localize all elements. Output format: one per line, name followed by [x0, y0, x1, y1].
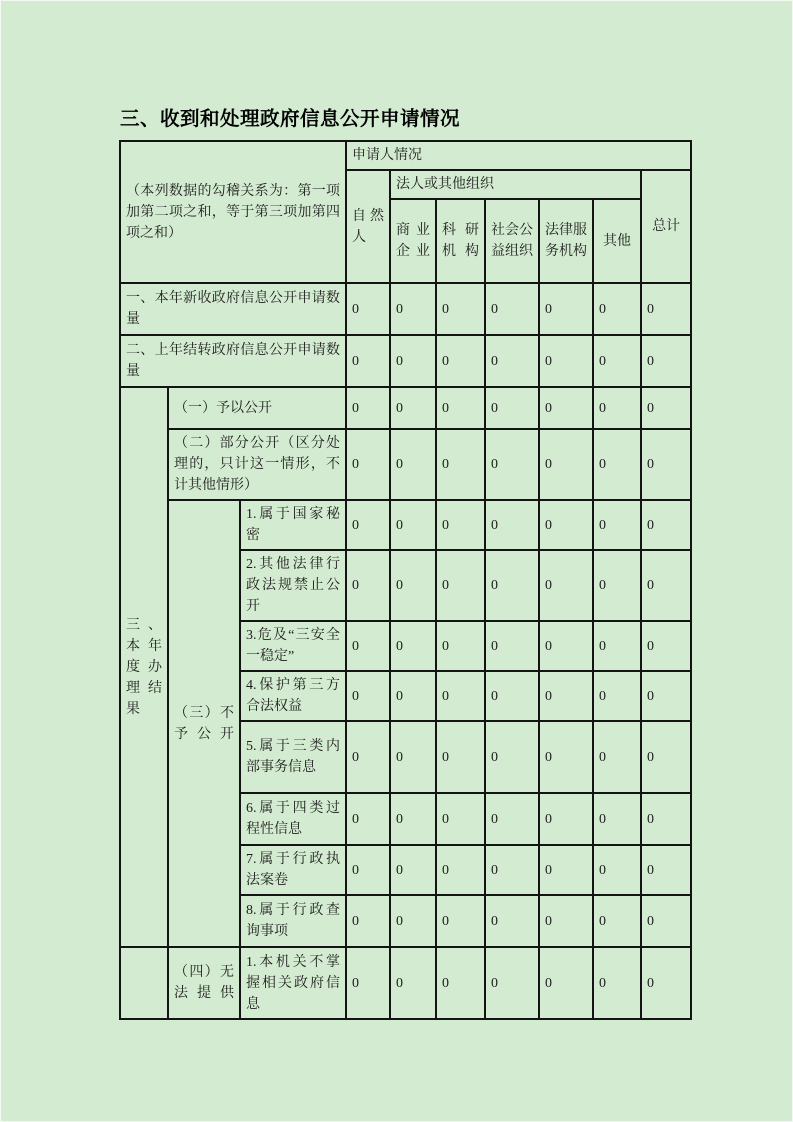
value-cell: 0 [485, 283, 539, 335]
value-cell: 0 [485, 387, 539, 429]
value-cell: 0 [593, 947, 641, 1019]
value-cell: 0 [641, 845, 691, 895]
value-cell: 0 [346, 500, 390, 550]
corner-note: （本列数据的勾稽关系为：第一项加第二项之和，等于第三项加第四项之和） [120, 141, 346, 283]
value-cell: 0 [390, 895, 436, 947]
value-cell: 0 [436, 387, 485, 429]
value-cell: 0 [641, 671, 691, 721]
value-cell: 0 [539, 283, 593, 335]
value-cell: 0 [539, 721, 593, 793]
value-cell: 0 [539, 947, 593, 1019]
value-cell: 0 [390, 793, 436, 845]
value-cell: 0 [485, 500, 539, 550]
value-cell: 0 [346, 621, 390, 671]
value-cell: 0 [436, 845, 485, 895]
value-cell: 0 [539, 500, 593, 550]
row-label: 3.危及“三安全一稳定” [240, 621, 346, 671]
value-cell: 0 [539, 429, 593, 500]
header-org-type-welfare: 社会公益组织 [485, 199, 539, 283]
value-cell: 0 [641, 721, 691, 793]
row-label: 5.属于三类内部事务信息 [240, 721, 346, 793]
value-cell: 0 [539, 335, 593, 387]
value-cell: 0 [539, 387, 593, 429]
row-label: 1.本机关不掌握相关政府信息 [240, 947, 346, 1019]
value-cell: 0 [641, 550, 691, 621]
value-cell: 0 [641, 895, 691, 947]
value-cell: 0 [436, 895, 485, 947]
row-label: 7.属于行政执法案卷 [240, 845, 346, 895]
value-cell: 0 [485, 947, 539, 1019]
header-org-type-other: 其他 [593, 199, 641, 283]
value-cell: 0 [593, 671, 641, 721]
value-cell: 0 [346, 429, 390, 500]
header-natural-person: 自然人 [346, 170, 390, 283]
value-cell: 0 [593, 500, 641, 550]
value-cell: 0 [346, 387, 390, 429]
disclosure-requests-table [119, 140, 692, 1020]
value-cell: 0 [436, 793, 485, 845]
value-cell: 0 [485, 335, 539, 387]
value-cell: 0 [641, 429, 691, 500]
value-cell: 0 [346, 845, 390, 895]
value-cell: 0 [539, 845, 593, 895]
row-label: 1.属于国家秘密 [240, 500, 346, 550]
value-cell: 0 [641, 793, 691, 845]
header-applicant-group: 申请人情况 [346, 141, 691, 170]
value-cell: 0 [436, 429, 485, 500]
value-cell: 0 [346, 550, 390, 621]
value-cell: 0 [593, 335, 641, 387]
value-cell: 0 [593, 721, 641, 793]
value-cell: 0 [390, 845, 436, 895]
table-row [120, 429, 691, 500]
table-row [120, 283, 691, 335]
value-cell: 0 [436, 947, 485, 1019]
value-cell: 0 [485, 550, 539, 621]
value-cell: 0 [390, 335, 436, 387]
value-cell: 0 [436, 721, 485, 793]
value-cell: 0 [641, 500, 691, 550]
header-total: 总计 [641, 170, 691, 283]
value-cell: 0 [593, 429, 641, 500]
value-cell: 0 [390, 387, 436, 429]
value-cell: 0 [390, 500, 436, 550]
value-cell: 0 [436, 671, 485, 721]
value-cell: 0 [539, 550, 593, 621]
row-label: （二）部分公开（区分处理的，只计这一情形，不计其他情形） [168, 429, 346, 500]
value-cell: 0 [593, 387, 641, 429]
section3-label: 三、本年度办理结果 [120, 387, 168, 947]
value-cell: 0 [346, 721, 390, 793]
value-cell: 0 [641, 283, 691, 335]
header-org-type-business: 商业企业 [390, 199, 436, 283]
value-cell: 0 [390, 550, 436, 621]
value-cell: 0 [436, 500, 485, 550]
value-cell: 0 [346, 793, 390, 845]
header-org-type-research: 科研机构 [436, 199, 485, 283]
value-cell: 0 [485, 671, 539, 721]
row-label: 二、上年结转政府信息公开申请数量 [120, 335, 346, 387]
value-cell: 0 [593, 845, 641, 895]
value-cell: 0 [346, 335, 390, 387]
value-cell: 0 [485, 895, 539, 947]
value-cell: 0 [641, 387, 691, 429]
value-cell: 0 [539, 793, 593, 845]
table-row [120, 335, 691, 387]
table-row [120, 500, 691, 550]
value-cell: 0 [390, 947, 436, 1019]
value-cell: 0 [485, 621, 539, 671]
value-cell: 0 [436, 335, 485, 387]
value-cell: 0 [436, 621, 485, 671]
table-row [120, 947, 691, 1019]
value-cell: 0 [346, 671, 390, 721]
value-cell: 0 [346, 283, 390, 335]
page-title: 三、收到和处理政府信息公开申请情况 [120, 108, 461, 130]
row-label: 2.其他法律行政法规禁止公开 [240, 550, 346, 621]
value-cell: 0 [346, 895, 390, 947]
value-cell: 0 [641, 947, 691, 1019]
row-label: （一）予以公开 [168, 387, 346, 429]
value-cell: 0 [436, 283, 485, 335]
value-cell: 0 [436, 550, 485, 621]
value-cell: 0 [539, 621, 593, 671]
value-cell: 0 [390, 429, 436, 500]
value-cell: 0 [641, 335, 691, 387]
value-cell: 0 [641, 621, 691, 671]
value-cell: 0 [390, 671, 436, 721]
row-label: 4.保护第三方合法权益 [240, 671, 346, 721]
table-row [120, 387, 691, 429]
value-cell: 0 [593, 895, 641, 947]
value-cell: 0 [539, 671, 593, 721]
unable-label: （四）无法提供 [168, 947, 240, 1019]
value-cell: 0 [485, 721, 539, 793]
value-cell: 0 [593, 621, 641, 671]
value-cell: 0 [390, 621, 436, 671]
value-cell: 0 [390, 283, 436, 335]
refuse-label: （三）不予公开 [168, 500, 240, 947]
empty-section-cell [120, 947, 168, 1019]
header-org-type-legal-service: 法律服务机构 [539, 199, 593, 283]
value-cell: 0 [485, 793, 539, 845]
row-label: 8.属于行政查询事项 [240, 895, 346, 947]
header-legal-org-group: 法人或其他组织 [390, 170, 641, 199]
value-cell: 0 [485, 429, 539, 500]
value-cell: 0 [485, 845, 539, 895]
row-label: 一、本年新收政府信息公开申请数量 [120, 283, 346, 335]
row-label: 6.属于四类过程性信息 [240, 793, 346, 845]
value-cell: 0 [539, 895, 593, 947]
value-cell: 0 [593, 550, 641, 621]
value-cell: 0 [593, 283, 641, 335]
value-cell: 0 [346, 947, 390, 1019]
value-cell: 0 [390, 721, 436, 793]
value-cell: 0 [593, 793, 641, 845]
report-section [119, 103, 699, 1020]
